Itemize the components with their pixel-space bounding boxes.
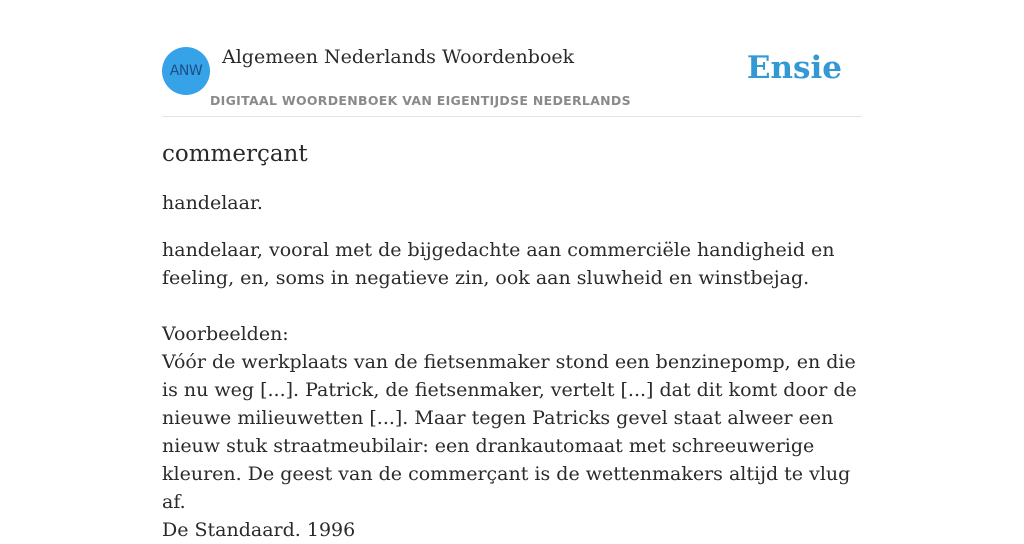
example-text: Vóór de werkplaats van de fietsenmaker stond een benzinepomp, en die is nu weg [...]. Patrick, de fietsenmaker, vertelt [...] dat dit komt door de nieuwe milieuwetten [...]. Maar tegen Patricks gevel staat alweer een nieuw stuk straatmeubilair: een drankautomaat met schreeuwerige kleuren. De geest van de commerçant is de wettenmakers altijd te vlug af. <box>162 351 857 513</box>
ensie-brand-logo[interactable]: Ensie <box>746 50 842 86</box>
examples-heading: Voorbeelden: <box>162 323 289 345</box>
site-header <box>162 40 862 117</box>
site-title[interactable]: Algemeen Nederlands Woordenboek <box>222 46 575 68</box>
site-subtitle: DIGITAAL WOORDENBOEK VAN EIGENTIJDSE NEDERLANDS <box>210 93 631 108</box>
anw-logo-text: ANW <box>169 63 203 79</box>
long-definition: handelaar, vooral met de bijgedachte aan commerciële handigheid en feeling, en, soms in negatieve zin, ook aan sluwheid en winstbejag. <box>162 239 835 289</box>
anw-logo[interactable] <box>162 47 210 95</box>
entry-title: commerçant <box>162 141 308 167</box>
short-definition: handelaar. <box>162 192 263 214</box>
entry-content <box>162 138 862 544</box>
example-source: De Standaard. 1996 <box>162 519 356 541</box>
